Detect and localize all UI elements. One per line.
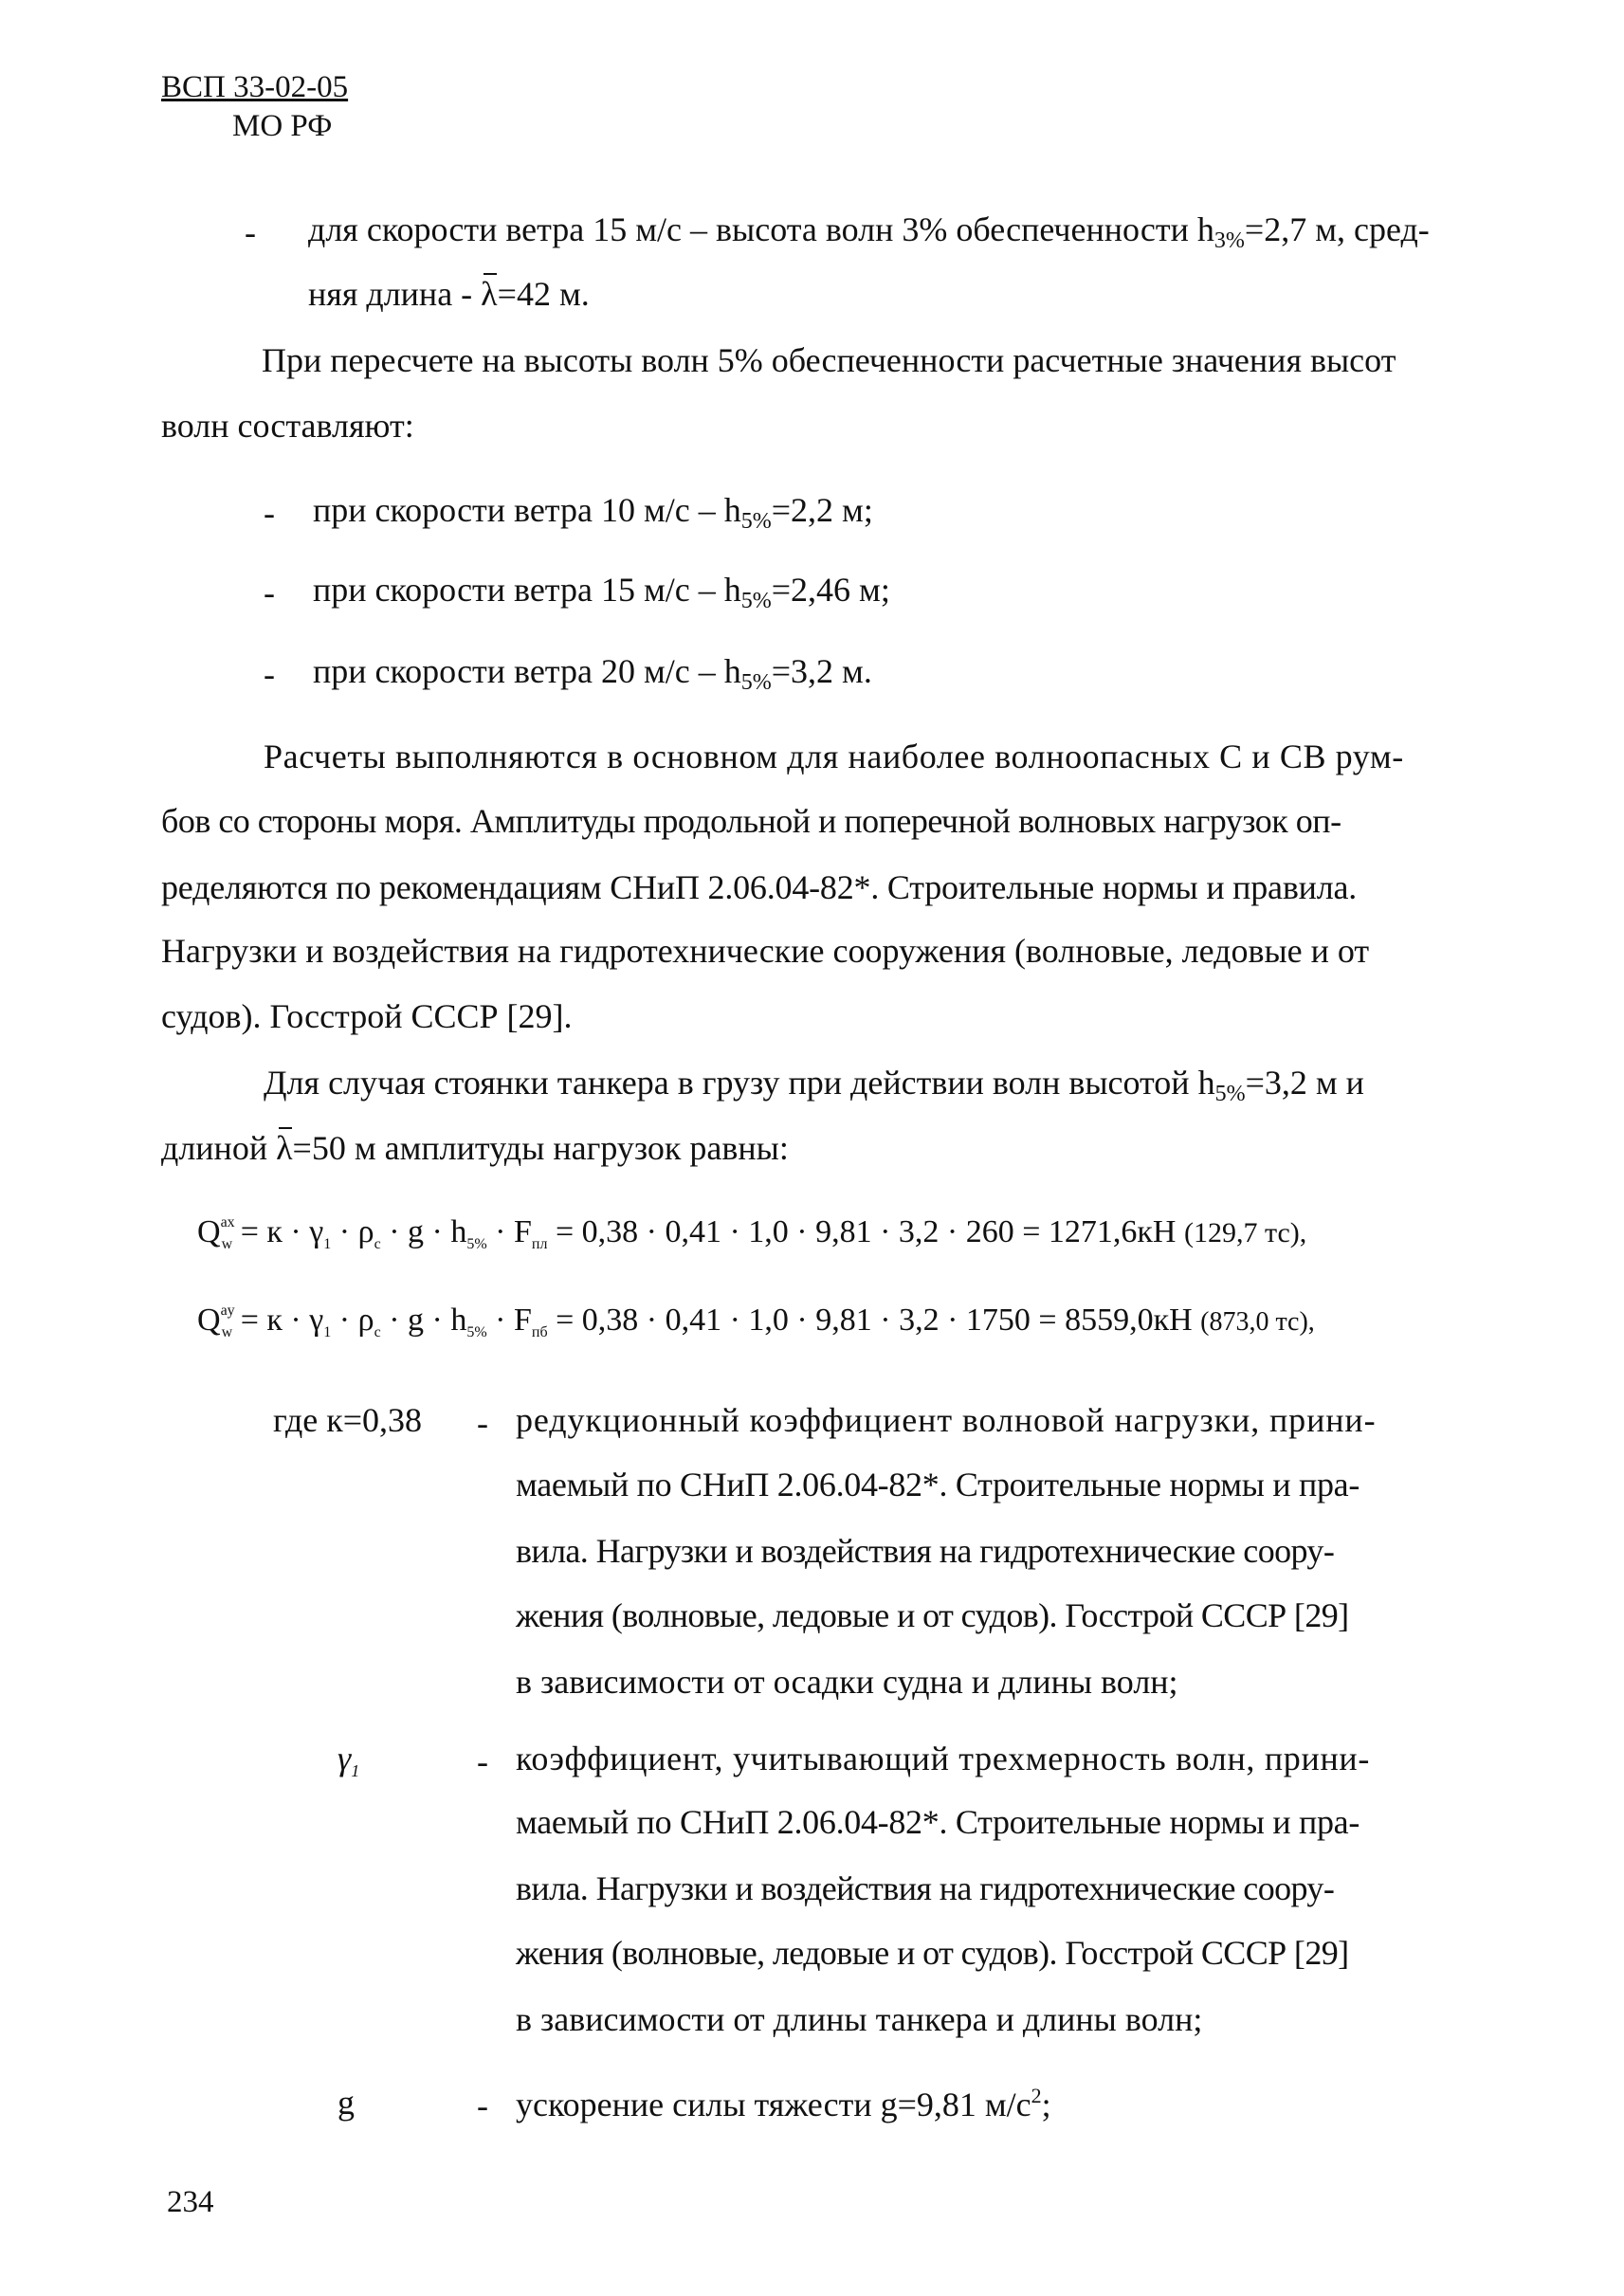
def-k-line: жения (волновые, ледовые и от судов). Госстрой СССР [29]: [516, 1596, 1349, 1634]
page-number: 234: [167, 2185, 214, 2219]
wind-item-3: при скорости ветра 20 $м/с - h_{5\%}=3,2$ м.: [313, 652, 872, 695]
para2-line3: ределяются по рекомендациям СНиП 2.06.04-82*. Строительные нормы и правила.: [161, 868, 1358, 906]
def-gamma-line: вила. Нагрузки и воздействия на гидротехнические соору-: [516, 1869, 1335, 1907]
para3-line1: Для случая стоянки танкера в грузу при действии волн высотой $h_{5\%}=3,2$ м и: [264, 1064, 1364, 1106]
bullet-intro-line1: для скорости ветра 15 м/с – высота волн 3% обеспеченности $h_{3\%}=2,7$ м, сред-: [308, 210, 1430, 253]
def-k-label: где к=0,38: [273, 1401, 423, 1439]
bullet-intro-line2: няя длина - λ=42 м.: [308, 275, 590, 313]
def-gamma-line: коэффициент, учитывающий трехмерность волн, прини-: [516, 1740, 1371, 1777]
def-g-label: g: [338, 2084, 355, 2122]
para1-line1: При пересчете на высоты волн 5% обеспеченности расчетные значения высот: [262, 341, 1396, 379]
def-gamma-line: жения (волновые, ледовые и от судов). Госстрой СССР [29]: [516, 1934, 1349, 1972]
def-gamma-line: в зависимости от длины танкера и длины волн;: [516, 2000, 1203, 2038]
doc-org: МО РФ: [232, 109, 333, 143]
doc-code: ВСП 33-02-05: [161, 70, 349, 104]
def-dash: -: [477, 1404, 488, 1442]
para2-line1: Расчеты выполняются в основном для наиболее волноопасных С и СВ рум-: [264, 738, 1404, 775]
para2-line4: Нагрузки и воздействия на гидротехнические сооружения (волновые, ледовые и от: [161, 932, 1370, 970]
bullet-dash: -: [264, 655, 275, 693]
para2-line2: бов со стороны моря. Амплитуды продольной и поперечной волновых нагрузок оп-: [161, 802, 1341, 840]
def-gamma-line: маемый по СНиП 2.06.04-82*. Строительные нормы и пра-: [516, 1803, 1360, 1841]
para3-line2: длиной λ=50 м амплитуды нагрузок равны:: [161, 1129, 789, 1167]
def-k-line: в зависимости от осадки судна и длины волн;: [516, 1663, 1178, 1701]
para1-line2: волн составляют:: [161, 407, 414, 445]
def-dash: -: [477, 1742, 488, 1780]
wind-item-2: при скорости ветра 15 $м/с - h_{5\%}=2,46$ м;: [313, 571, 890, 613]
def-k-line: вила. Нагрузки и воздействия на гидротехнические соору-: [516, 1532, 1335, 1570]
para2-line5: судов). Госстрой СССР [29].: [161, 997, 573, 1035]
def-gamma-label: $\gamma_1$: [338, 1740, 360, 1780]
def-g-line: ускорение силы тяжести g=9,81 $м/с^2$;: [516, 2084, 1051, 2123]
wind-item-1: при скорости ветра 10 $м/с - h_{5\%}=2,2$ м;: [313, 491, 873, 534]
formula-longitudinal: $Q^{ax}_w = к \cdot \gamma_1 \cdot \rho_c \cdot g \cdot h_{5\%} \cdot F_{пл} = 0,38 \cdot 0,41 \cdot 1,0 \cdot 9,81 \cdot 3,2 \cdot 260 = 1271,6кН$ (129,7 тс),: [197, 1214, 1307, 1252]
bullet-dash: -: [245, 213, 256, 251]
def-k-line: редукционный коэффициент волновой нагрузки, прини-: [516, 1401, 1377, 1439]
bullet-dash: -: [264, 574, 275, 611]
bullet-dash: -: [264, 494, 275, 532]
formula-transverse: $Q^{ay}_w = к \cdot \gamma_1 \cdot \rho_c \cdot g \cdot h_{5\%} \cdot F_{пб} = 0,38 \cdot 0,41 \cdot 1,0 \cdot 9,81 \cdot 3,2 \cdot 1750 = 8559,0кН$ (873,0 тс),: [197, 1303, 1315, 1340]
def-dash: -: [477, 2086, 488, 2124]
def-k-line: маемый по СНиП 2.06.04-82*. Строительные нормы и пра-: [516, 1466, 1360, 1503]
